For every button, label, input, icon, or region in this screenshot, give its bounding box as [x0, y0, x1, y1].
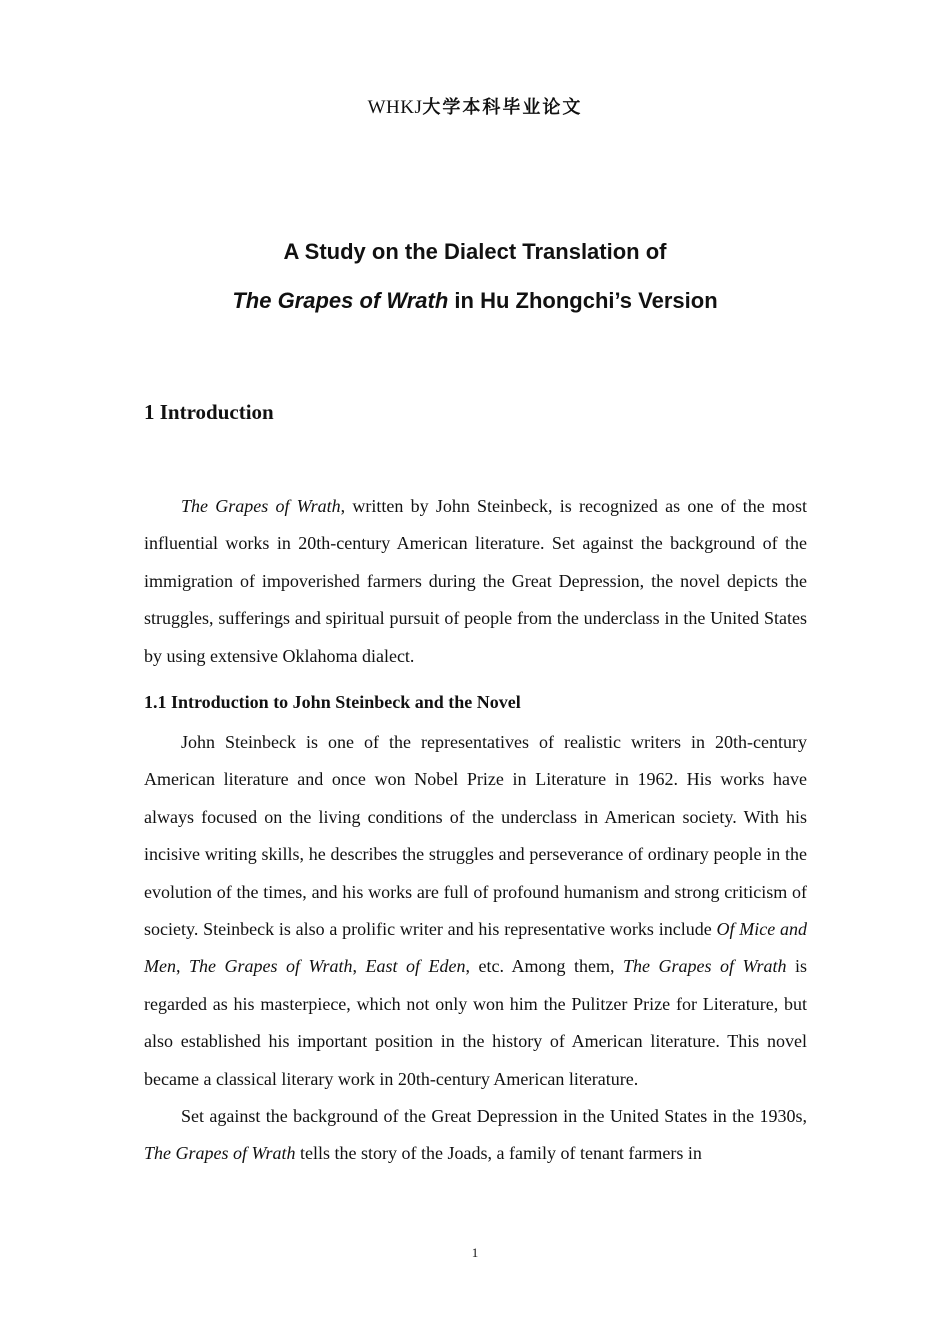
- subsection-body: [144, 724, 807, 1173]
- italic-title: The Grapes of Wrath: [622, 956, 787, 977]
- header-latin: WHKJ: [367, 97, 423, 118]
- title-italic: The Grapes of Wrath: [232, 288, 449, 313]
- paragraph-text: ,: [352, 956, 366, 977]
- thesis-title: [0, 236, 950, 334]
- paragraph-text: , etc. Among them,: [465, 956, 623, 977]
- intro-paragraph: [144, 488, 807, 675]
- paragraph: [144, 724, 807, 1098]
- subsection-heading: 1.1 Introduction to John Steinbeck and the Novel: [144, 692, 521, 712]
- page-number: 1: [471, 1245, 479, 1260]
- paragraph: [144, 1098, 807, 1173]
- paragraph-text: John Steinbeck is one of the representatives of realistic writers in 20th-century American literature and once won Nobel Prize in Literature in 1962. His works have always focused on the living conditions of the underclass in American society. With his incisive writing skills, he describes the struggles and perseverance of ordinary people in the evolution of the times, and his works are full of profound humanism and strong criticism of society. Steinbeck is also a prolific writer and his representative works include: [144, 732, 807, 940]
- italic-title: East of Eden: [365, 956, 466, 977]
- paragraph: [144, 488, 807, 675]
- paragraph-text: is regarded as his masterpiece, which not only won him the Pulitzer Prize for Literature, but also established his important position in the history of American literature. This novel became a classical literary work in 20th-century American literature.: [144, 956, 807, 1089]
- paragraph-text: tells the story of the Joads, a family of tenant farmers in: [295, 1143, 702, 1164]
- page-header: [0, 93, 950, 119]
- header-chinese: 大学本科毕业论文: [422, 97, 583, 118]
- paragraph-text: Set against the background of the Great Depression in the United States in the 1930s,: [181, 1106, 807, 1127]
- italic-title: Of Mice and Men: [144, 919, 807, 977]
- italic-title: The Grapes of Wrath: [181, 496, 341, 516]
- paragraph-text: , written by John Steinbeck, is recognized as one of the most influential works in 20th-century American literature. Set against the background of the immigration of impoverished farmers during the Great Depression, the novel depicts the struggles, sufferings and spiritual pursuit of people from the underclass in the United States by using extensive Oklahoma dialect.: [144, 496, 807, 666]
- italic-title: The Grapes of Wrath: [188, 956, 353, 977]
- title-line-2: [0, 285, 950, 334]
- paragraph-text: ,: [175, 956, 189, 977]
- title-line-1: A Study on the Dialect Translation of: [283, 239, 667, 264]
- section-heading: 1 Introduction: [144, 400, 274, 424]
- italic-title: The Grapes of Wrath: [144, 1143, 296, 1164]
- title-rest: in Hu Zhongchi’s Version: [448, 288, 718, 313]
